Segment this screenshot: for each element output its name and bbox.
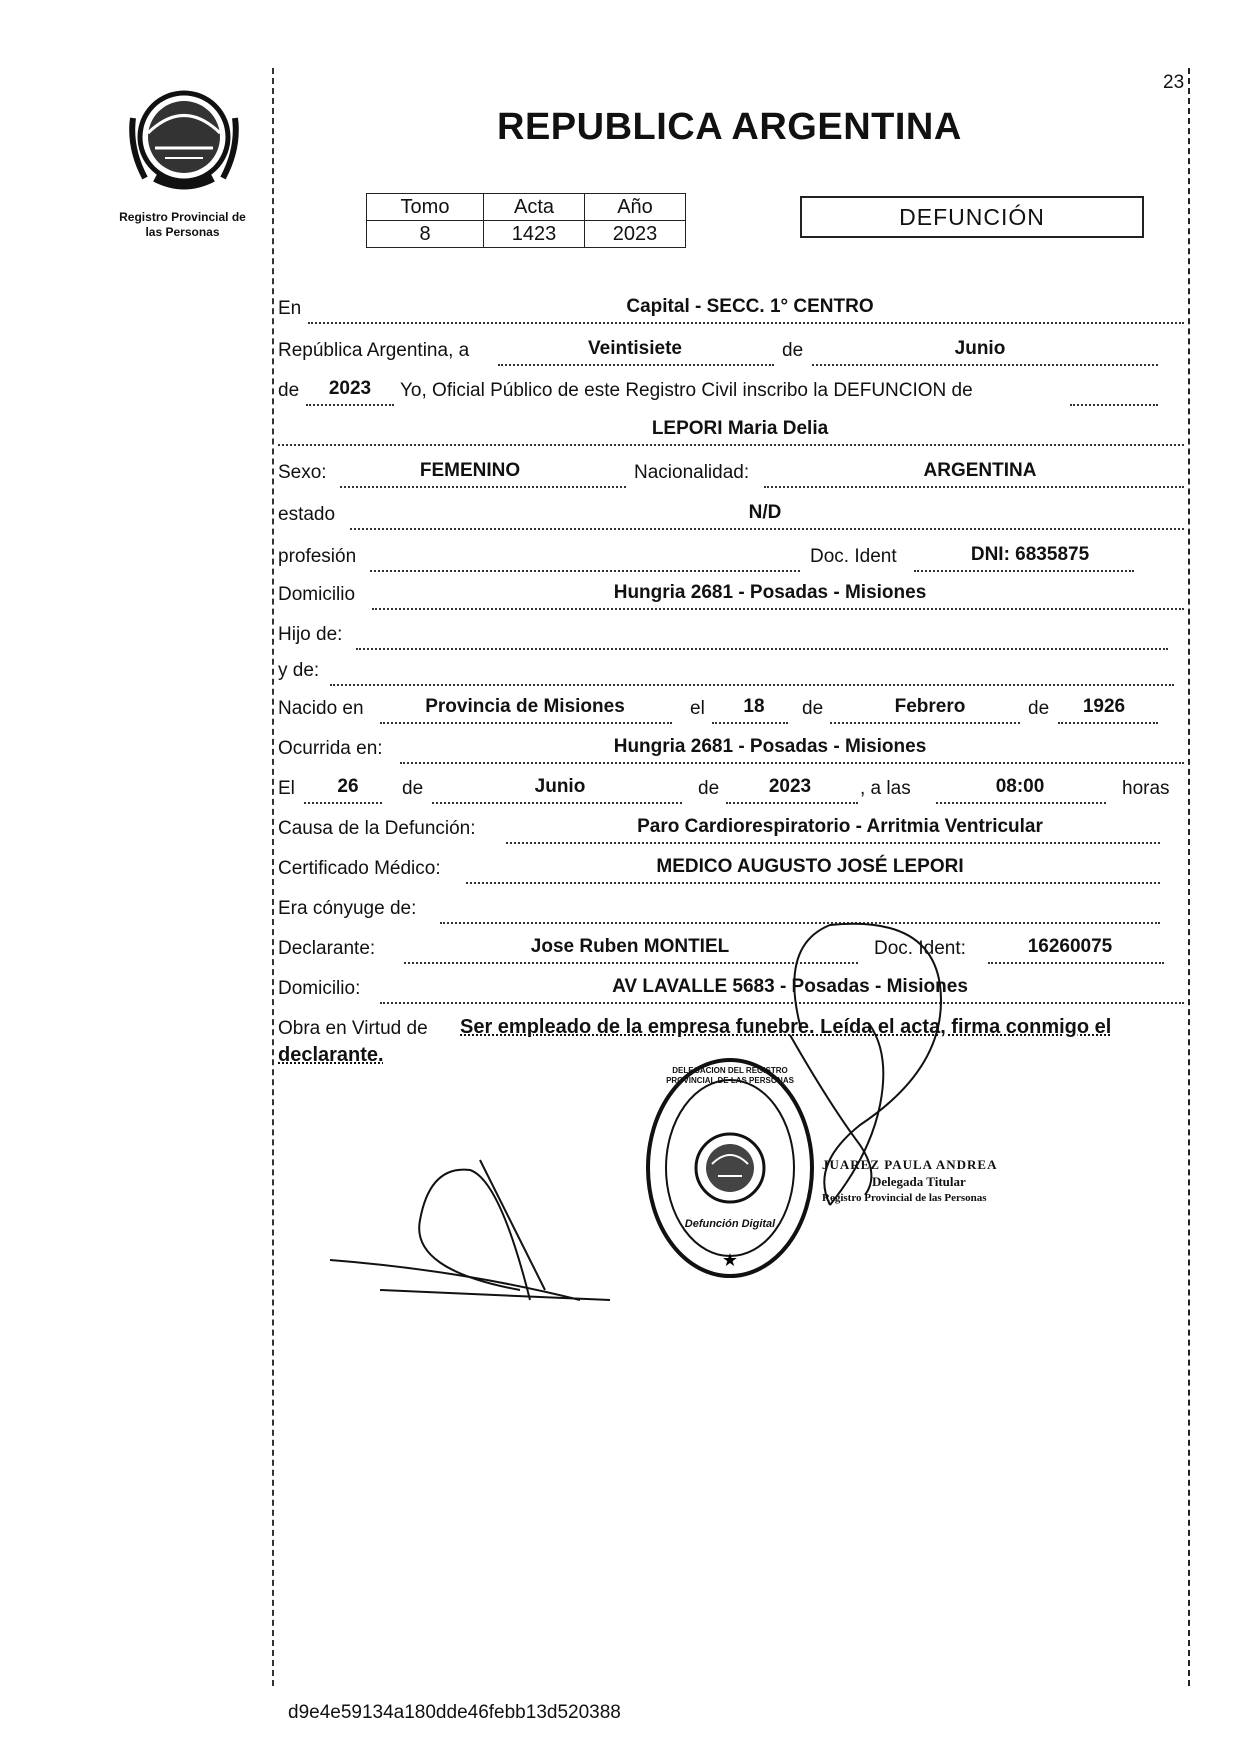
death-month-dots	[432, 802, 682, 804]
doc2-dots	[988, 962, 1164, 964]
causa-dots	[506, 842, 1160, 844]
death-year: 2023	[768, 776, 812, 797]
record-type: DEFUNCIÓN	[899, 204, 1045, 230]
doc-dots	[914, 570, 1134, 572]
republica-label: República Argentina, a	[278, 340, 470, 361]
registry-line-1: Registro Provincial de	[119, 210, 246, 224]
ocurrida-dots	[400, 762, 1184, 764]
certificado-value: MEDICO AUGUSTO JOSÉ LEPORI	[656, 856, 964, 877]
death-year-dots	[726, 802, 858, 804]
horas-label: horas	[1122, 778, 1170, 799]
doc-value: DNI: 6835875	[970, 544, 1090, 565]
hijo-dots	[356, 648, 1168, 650]
left-margin-line	[272, 68, 274, 1686]
conyuge-label: Era cónyuge de:	[278, 898, 417, 919]
provincia-misiones-logo	[125, 78, 243, 196]
yde-dots	[330, 684, 1174, 686]
day-word: Veintisiete	[588, 338, 682, 359]
table-header-anio: Año	[585, 194, 686, 221]
yde-label: y de:	[278, 660, 320, 681]
estado-dots	[350, 528, 1184, 530]
stamp-center-text: Defunción Digital	[684, 1218, 776, 1230]
domicilio2-value: AV LAVALLE 5683 - Posadas - Misiones	[612, 976, 968, 997]
birth-month: Febrero	[894, 696, 966, 717]
de-label-5: de	[698, 778, 720, 799]
el2-label: El	[278, 778, 295, 799]
doc2-value: 16260075	[1027, 936, 1113, 957]
de-label-2: de	[802, 698, 824, 719]
de-year-label: de	[278, 380, 300, 401]
ocurrida-label: Ocurrida en:	[278, 738, 383, 759]
hijo-label: Hijo de:	[278, 624, 343, 645]
causa-value: Paro Cardiorespiratorio - Arritmia Ventricular	[637, 816, 1043, 837]
certificado-dots	[466, 882, 1160, 884]
nacido-label: Nacido en	[278, 698, 364, 719]
birth-day: 18	[743, 696, 765, 717]
svg-text:★: ★	[721, 1250, 739, 1271]
birth-year: 1926	[1082, 696, 1126, 717]
page-number: 23	[1163, 72, 1185, 93]
inscribe-text: Yo, Oficial Público de este Registro Civil inscribo la DEFUNCION de	[400, 380, 973, 401]
nacionalidad-dots	[764, 486, 1184, 488]
nacido-lugar: Provincia de Misiones	[425, 696, 625, 717]
declarante-value: Jose Ruben MONTIEL	[530, 936, 730, 957]
estado-value: N/D	[748, 502, 782, 523]
inscribe-dots	[1070, 404, 1158, 406]
profesion-dots	[370, 570, 800, 572]
death-time: 08:00	[995, 776, 1045, 797]
nacionalidad-value: ARGENTINA	[923, 460, 1037, 481]
death-time-dots	[936, 802, 1106, 804]
deceased-name: LEPORI Maria Delia	[651, 418, 829, 439]
stamp-ring-text: DELEGACION DEL REGISTRO PROVINCIAL DE LAS PERSONAS	[666, 1066, 794, 1085]
obra-label: Obra en Virtud de	[278, 1018, 428, 1039]
en-value: Capital - SECC. 1° CENTRO	[626, 296, 874, 317]
nacionalidad-label: Nacionalidad:	[634, 462, 750, 483]
birth-year-dots	[1058, 722, 1158, 724]
birth-month-dots	[830, 722, 1020, 724]
ocurrida-value: Hungria 2681 - Posadas - Misiones	[613, 736, 927, 757]
death-month: Junio	[534, 776, 586, 797]
obra-text-1: Ser empleado de la empresa funebre. Leída el acta, firma conmigo el	[460, 1016, 1112, 1038]
causa-label: Causa de la Defunción:	[278, 818, 476, 839]
certificado-label: Certificado Médico:	[278, 858, 441, 879]
en-label: En	[278, 298, 302, 319]
page-title: REPUBLICA ARGENTINA	[497, 106, 962, 148]
doc2-label: Doc. Ident:	[874, 938, 966, 959]
month-value: Junio	[954, 338, 1006, 359]
death-day-dots	[304, 802, 382, 804]
month-dots	[812, 364, 1158, 366]
declarant-signature	[320, 1140, 640, 1310]
domicilio2-label: Domicilio:	[278, 978, 361, 999]
record-type-box	[800, 196, 1144, 238]
table-header-tomo: Tomo	[367, 194, 484, 221]
alas-label: , a las	[860, 778, 911, 799]
document-hash: d9e4e59134a180dde46febb13d520388	[288, 1702, 621, 1723]
de-label: de	[782, 340, 804, 361]
signer-block	[822, 1156, 998, 1207]
sexo-label: Sexo:	[278, 462, 327, 483]
declarante-label: Declarante:	[278, 938, 376, 959]
name-dots	[278, 444, 1184, 446]
table-header-acta: Acta	[484, 194, 585, 221]
sexo-value: FEMENINO	[419, 460, 521, 481]
record-table	[366, 193, 686, 248]
signer-name: JUAREZ PAULA ANDREA	[822, 1157, 998, 1172]
domicilio-label: Domicilio	[278, 584, 356, 605]
de-label-4: de	[402, 778, 424, 799]
en-dots	[308, 322, 1184, 324]
sexo-dots	[340, 486, 626, 488]
doc-label: Doc. Ident	[810, 546, 897, 567]
de-label-3: de	[1028, 698, 1050, 719]
domicilio-value: Hungria 2681 - Posadas - Misiones	[613, 582, 927, 603]
signer-org: Registro Provincial de las Personas	[822, 1192, 987, 1204]
registry-line-2: las Personas	[145, 225, 220, 239]
domicilio-dots	[372, 608, 1184, 610]
year-dots	[306, 404, 394, 406]
registry-name	[100, 210, 265, 240]
estado-label: estado	[278, 504, 336, 525]
profesion-label: profesión	[278, 546, 357, 567]
year-value: 2023	[328, 378, 372, 399]
death-day: 26	[337, 776, 359, 797]
birth-day-dots	[712, 722, 788, 724]
signer-role: Delegada Titular	[872, 1174, 966, 1189]
table-value-anio: 2023	[585, 221, 686, 248]
right-margin-line	[1188, 68, 1190, 1686]
el-label: el	[690, 698, 705, 719]
table-value-acta: 1423	[484, 221, 585, 248]
table-value-tomo: 8	[367, 221, 484, 248]
obra-text-2: declarante.	[278, 1044, 384, 1066]
day-dots	[498, 364, 774, 366]
nacido-dots	[380, 722, 672, 724]
